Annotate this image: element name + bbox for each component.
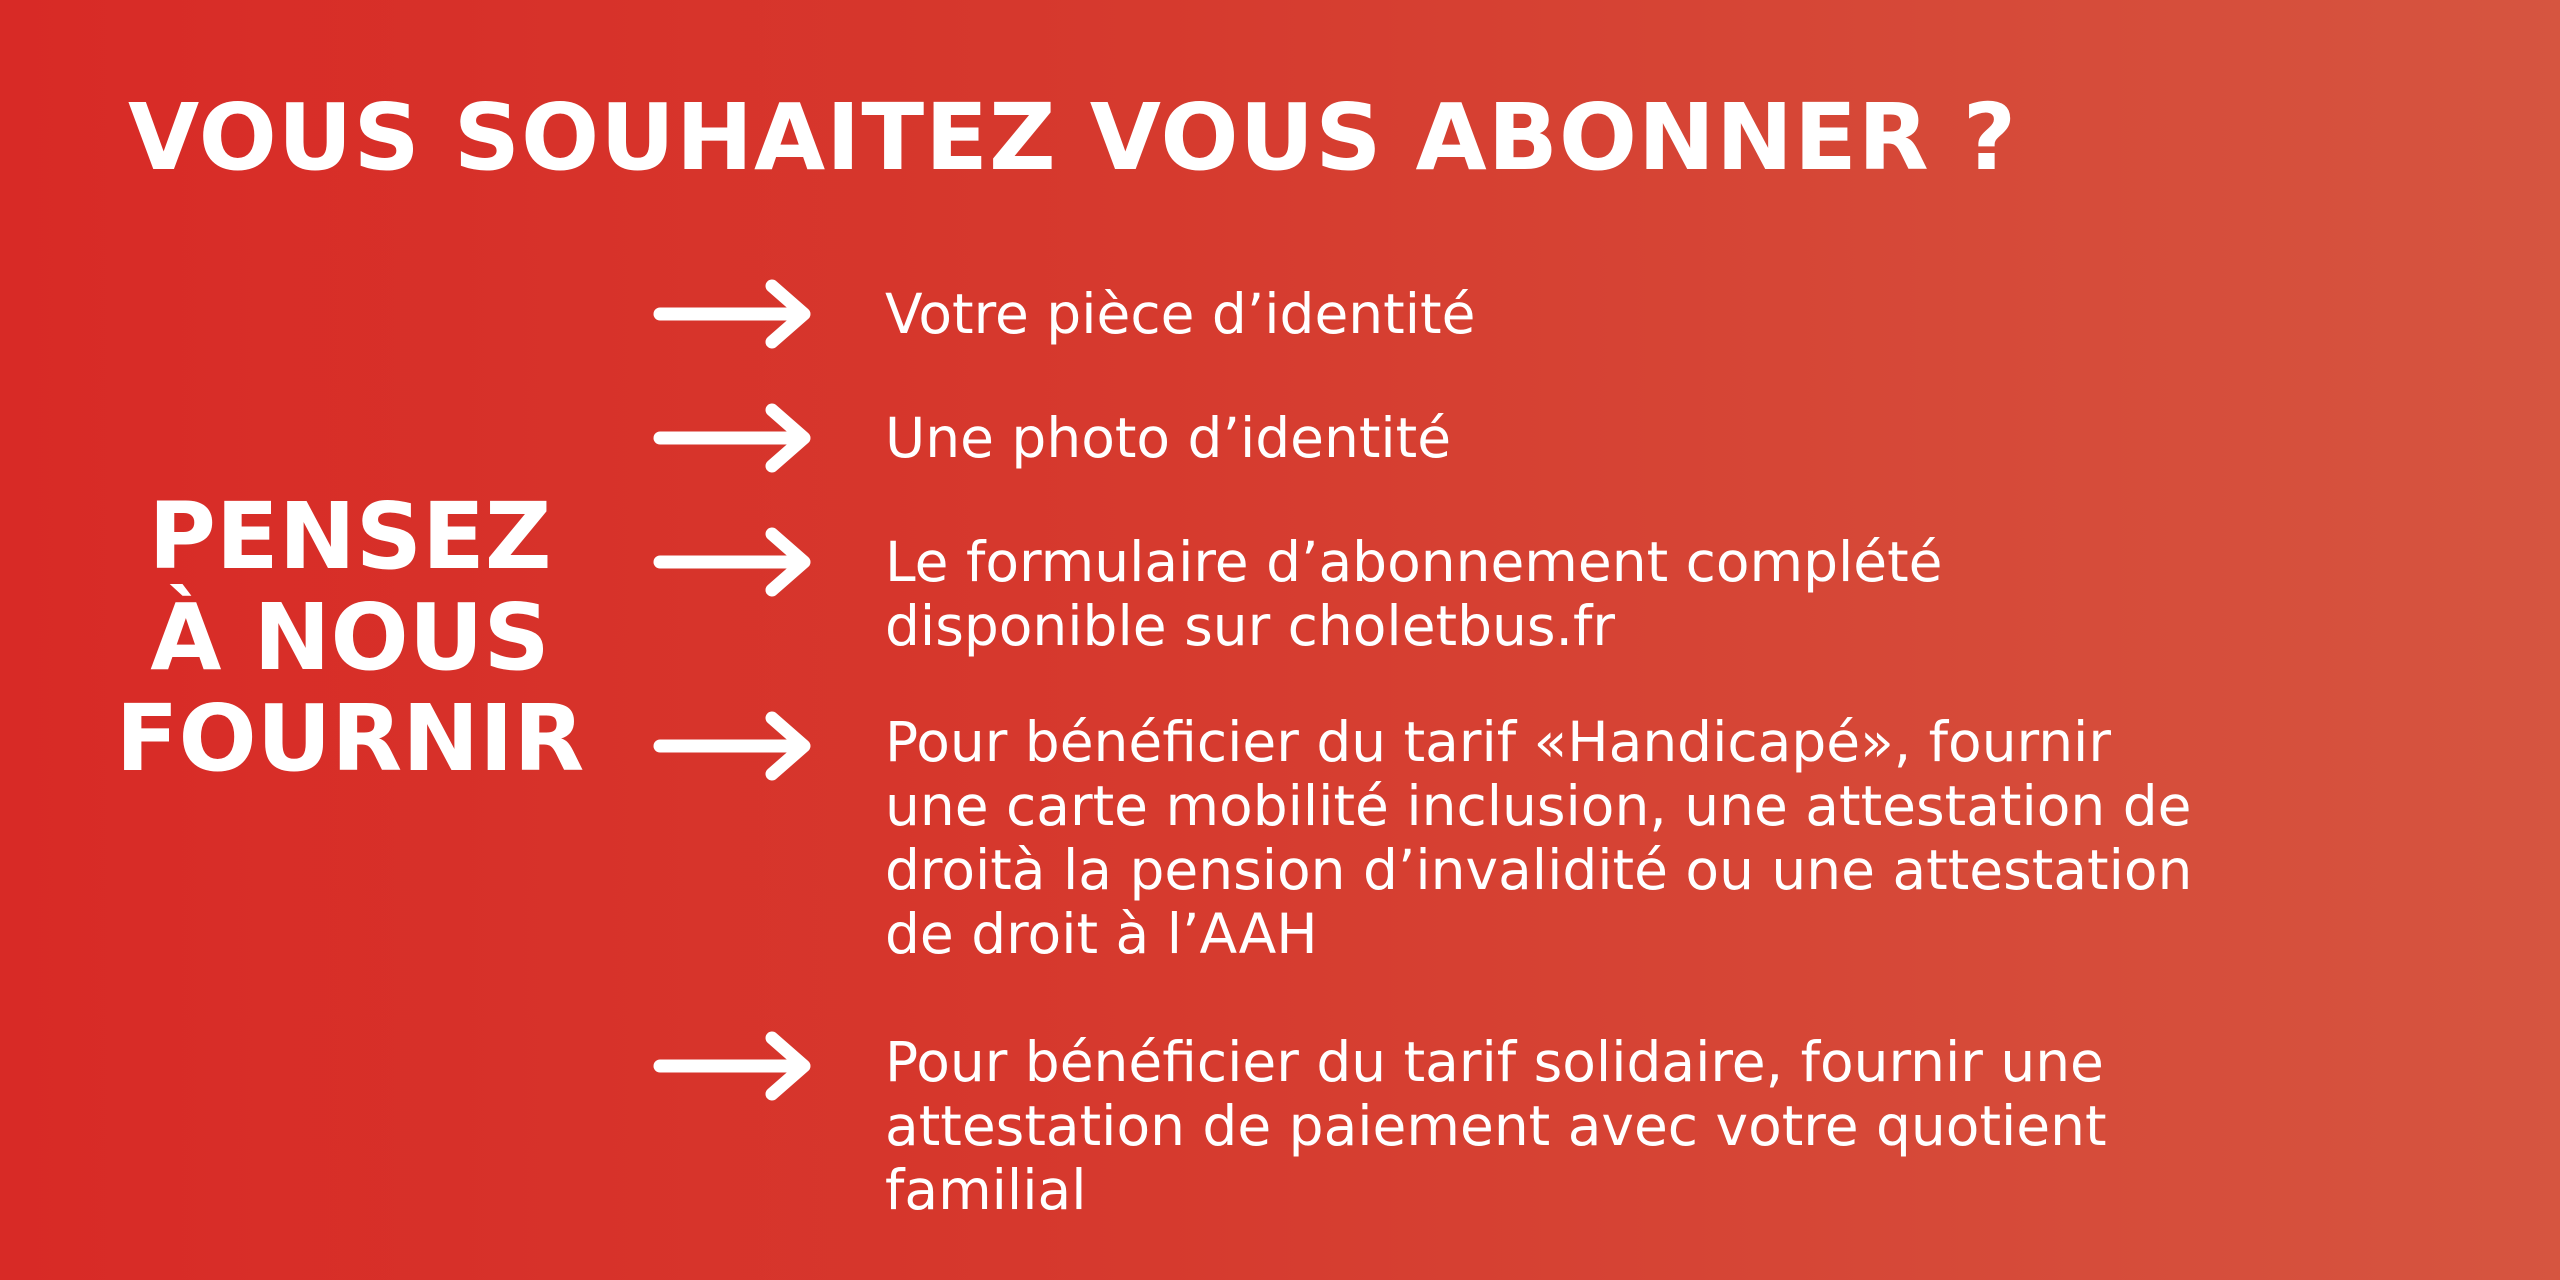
list-item-text (885, 406, 2535, 470)
list-item-text (885, 710, 2535, 966)
list-item-line: Pour bénéficier du tarif «Handicapé», fournir (885, 710, 2111, 774)
list-item-text (885, 282, 2535, 346)
arrow-right-icon (650, 522, 818, 602)
list-item-text (885, 1030, 2535, 1222)
list-item-line: droità la pension d’invalidité ou une attestation (885, 838, 2193, 902)
side-heading-line: À NOUS (150, 584, 550, 691)
list-item-line: une carte mobilité inclusion, une attestation de (885, 774, 2192, 838)
arrow-right-icon (650, 1026, 818, 1106)
side-heading-line: PENSEZ (148, 483, 552, 590)
list-item-text (885, 530, 2535, 658)
side-heading (90, 483, 610, 792)
list-item-line: de droit à l’AAH (885, 902, 1318, 966)
list-item-line: familial (885, 1158, 1087, 1222)
list-item-line: Le formulaire d’abonnement complété (885, 530, 1943, 594)
list-item-line: Pour bénéficier du tarif solidaire, fournir une (885, 1030, 2104, 1094)
list-item-line: disponible sur choletbus.fr (885, 594, 1615, 658)
side-heading-line: FOURNIR (115, 685, 585, 792)
arrow-right-icon (650, 274, 818, 354)
list-item-line: Une photo d’identité (885, 406, 1452, 470)
list-item-line: Votre pièce d’identité (885, 282, 1476, 346)
arrow-right-icon (650, 398, 818, 478)
page-title: VOUS SOUHAITEZ VOUS ABONNER ? (128, 84, 2018, 191)
arrow-right-icon (650, 706, 818, 786)
list-item-line: attestation de paiement avec votre quotient (885, 1094, 2107, 1158)
